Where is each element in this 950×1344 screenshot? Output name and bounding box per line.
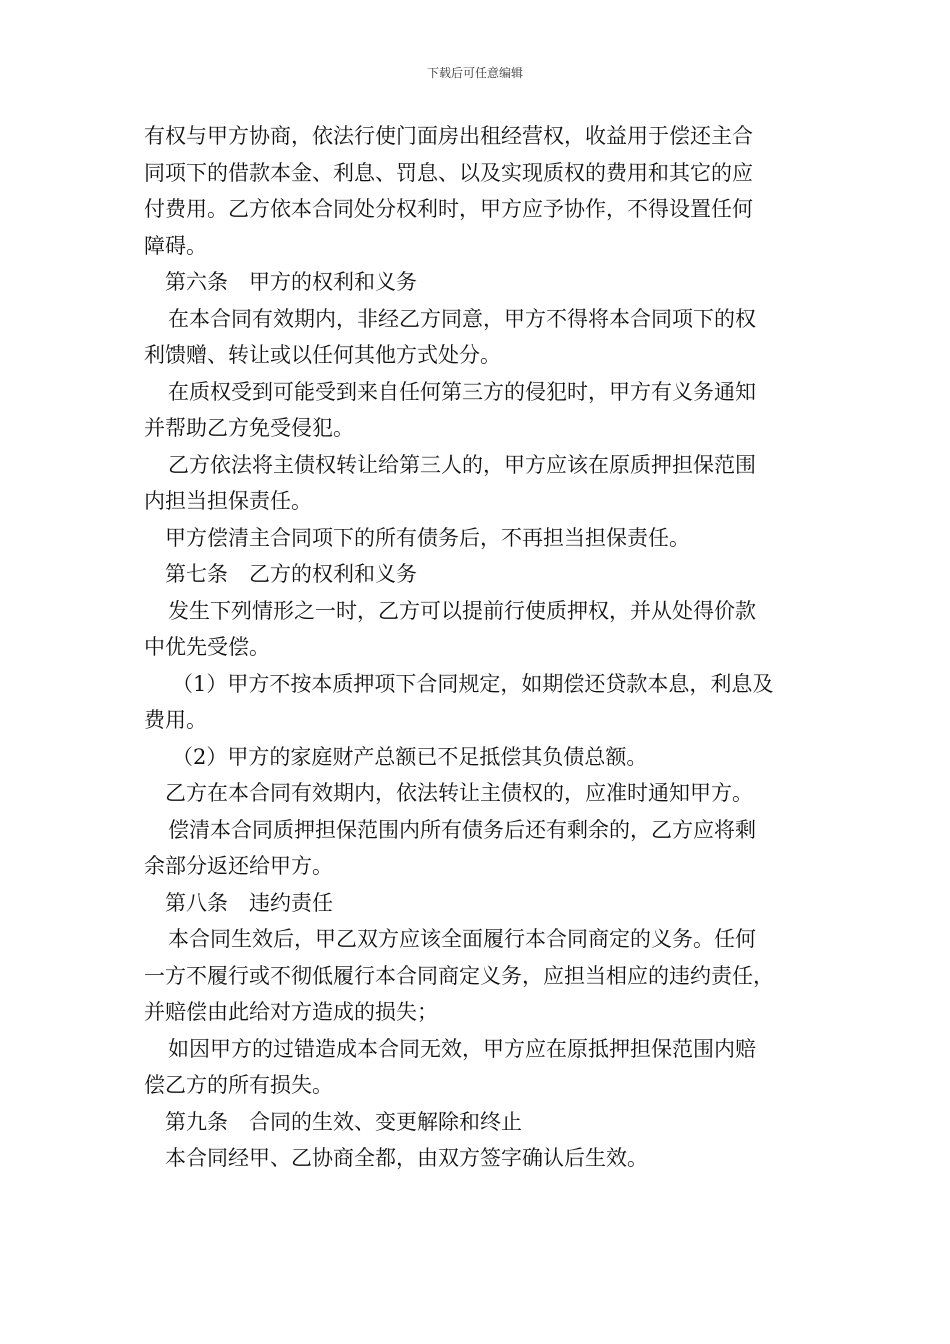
text-line: 中优先受偿。 [144, 635, 270, 659]
text-line: 一方不履行或不彻低履行本合同商定义务，应担当相应的违约责任， [144, 963, 774, 988]
text-line: 有权与甲方协商，依法行使门面房出租经营权，收益用于偿还主合 [144, 124, 753, 148]
list-item: （2）甲方的家庭财产总额已不足抵偿其负债总额。 [172, 744, 648, 769]
paragraph-start: 本合同经甲、乙协商全都，由双方签字确认后生效。 [165, 1146, 648, 1170]
paragraph-start: 发生下列情形之一时，乙方可以提前行使质押权，并从处得价款 [168, 598, 756, 623]
list-item: （1）甲方不按本质押项下合同规定，如期偿还贷款本息，利息及 [172, 671, 774, 696]
article-heading: 第六条 甲方的权利和义务 [165, 270, 417, 294]
paragraph-start: 乙方依法将主债权转让给第三人的，甲方应该在原质押担保范围 [168, 452, 756, 477]
paragraph-start: 本合同生效后，甲乙双方应该全面履行本合同商定的义务。任何 [168, 927, 756, 951]
text-line: 内担当担保责任。 [144, 489, 312, 513]
text-line: 偿乙方的所有损失。 [144, 1073, 333, 1097]
paragraph-start: 甲方偿清主合同项下的所有债务后，不再担当担保责任。 [165, 525, 690, 550]
text-line: 同项下的借款本金、利息、罚息、以及实现质权的费用和其它的应 [144, 160, 753, 185]
text-line: 并帮助乙方免受侵犯。 [144, 416, 354, 440]
paragraph-start: 如因甲方的过错造成本合同无效，甲方应在原抵押担保范围内赔 [168, 1036, 756, 1061]
document-body [144, 118, 822, 1177]
text-line: 付费用。乙方依本合同处分权利时，甲方应予协作，不得设置任何 [144, 197, 753, 221]
text-line: 费用。 [144, 708, 207, 732]
text-line: 余部分返还给甲方。 [144, 854, 333, 878]
paragraph-start: 在质权受到可能受到来自任何第三方的侵犯时，甲方有义务通知 [168, 379, 756, 404]
text-line: 障碍。 [144, 233, 207, 258]
article-heading: 第九条 合同的生效、变更解除和终止 [165, 1109, 522, 1134]
paragraph-start: 乙方在本合同有效期内，依法转让主债权的，应准时通知甲方。 [165, 781, 753, 805]
paragraph-start: 偿清本合同质押担保范围内所有债务后还有剩余的，乙方应将剩 [168, 817, 756, 842]
article-heading: 第八条 违约责任 [165, 890, 333, 915]
article-heading: 第七条 乙方的权利和义务 [165, 562, 417, 586]
text-line: 利馈赠、转让或以任何其他方式处分。 [144, 343, 501, 367]
paragraph-start: 在本合同有效期内，非经乙方同意，甲方不得将本合同项下的权 [168, 306, 756, 331]
text-line: 并赔偿由此给对方造成的损失； [144, 1000, 438, 1024]
page-header: 下载后可任意编辑 [426, 66, 523, 80]
